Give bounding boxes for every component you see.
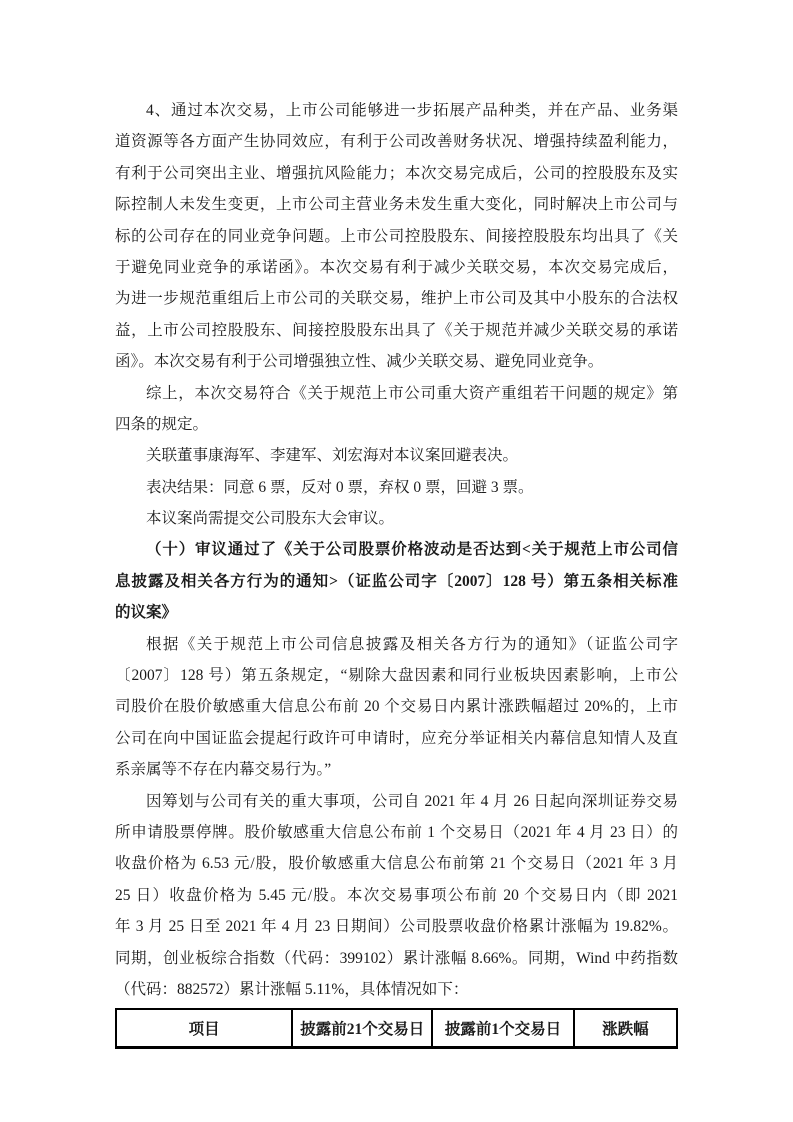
text-line: （代码：882572）累计涨幅 5.11%，具体情况如下： (115, 980, 469, 998)
text-line: 益，上市公司控股股东、间接控股股东出具了《关于规范并减少关联交易的承诺 (115, 321, 678, 339)
text-line: 函》。本次交易有利于公司增强独立性、减少关联交易、避免同业竞争。 (115, 353, 604, 371)
text-line: 4、通过本次交易，上市公司能够进一步拓展产品种类，并在产品、业务渠 (146, 102, 678, 119)
text-line: 因筹划与公司有关的重大事项，公司自 2021 年 4 月 26 日起向深圳证券交易 (146, 792, 678, 810)
text-line: 司股价在股价敏感重大信息公布前 20 个交易日内累计涨跌幅超过 20%的，上市 (115, 698, 678, 716)
text-line: 有利于公司突出主业、增强抗风险能力；本次交易完成后，公司的控股股东及实 (115, 164, 678, 182)
text-line: 表决结果：同意 6 票，反对 0 票，弃权 0 票，回避 3 票。 (146, 478, 534, 496)
col-header-project: 项目 (116, 1009, 292, 1048)
text-line: 收盘价格为 6.53 元/股，股价敏感重大信息公布前第 21 个交易日（2021 年 3 月 (115, 855, 678, 873)
col-header-21-days-before-disclosure: 披露前21个交易日 (292, 1009, 432, 1048)
text-line: 所申请股票停牌。股价敏感重大信息公布前 1 个交易日（2021 年 4 月 23 日）的 (115, 823, 678, 841)
text-line: 年 3 月 25 日至 2021 年 4 月 23 日期间）公司股票收盘价格累计涨幅为 19.82%。 (115, 918, 678, 936)
text-line: 的议案》 (115, 604, 178, 622)
text-line: 际控制人未发生变更，上市公司主营业务未发生重大变化，同时解决上市公司与 (115, 196, 678, 214)
text-line: 本议案尚需提交公司股东大会审议。 (146, 510, 395, 528)
price-change-table (115, 1008, 678, 1049)
text-line: 于避免同业竞争的承诺函》。本次交易有利于减少关联交易，本次交易完成后， (115, 258, 678, 276)
text-line: 〔2007〕128 号）第五条规定，“剔除大盘因素和同行业板块因素影响，上市公 (115, 667, 678, 685)
text-line: 系亲属等不存在内幕交易行为。” (115, 761, 332, 779)
text-line: 道资源等各方面产生协同效应，有利于公司改善财务状况、增强持续盈利能力， (115, 133, 678, 151)
text-line: 关联董事康海军、李建军、刘宏海对本议案回避表决。 (146, 447, 519, 465)
text-line: 综上，本次交易符合《关于规范上市公司重大资产重组若干问题的规定》第 (146, 384, 678, 402)
text-line: 息披露及相关各方行为的通知>（证监公司字〔2007〕128 号）第五条相关标准 (115, 572, 678, 590)
document-text (115, 95, 678, 1005)
text-line: 四条的规定。 (115, 415, 209, 433)
text-line: 25 日）收盘价格为 5.45 元/股。本次交易事项公布前 20 个交易日内（即 2021 (115, 886, 678, 904)
text-line: 标的公司存在的同业竞争问题。上市公司控股股东、间接控股股东均出具了《关 (115, 227, 678, 245)
text-line: 公司在向中国证监会提起行政许可申请时，应充分举证相关内幕信息知情人及直 (115, 729, 678, 747)
text-line: （十）审议通过了《关于公司股票价格波动是否达到<关于规范上市公司信 (146, 541, 678, 559)
col-header-1-day-before-disclosure: 披露前1个交易日 (432, 1009, 573, 1048)
text-line: 同期，创业板综合指数（代码：399102）累计涨幅 8.66%。同期，Wind 中药指数 (115, 949, 678, 967)
col-header-change-pct: 涨跌幅 (574, 1009, 677, 1048)
text-line: 根据《关于规范上市公司信息披露及相关各方行为的通知》（证监公司字 (146, 635, 678, 653)
text-line: 为进一步规范重组后上市公司的关联交易，维护上市公司及其中小股东的合法权 (115, 290, 678, 308)
table-header-row (116, 1009, 677, 1048)
